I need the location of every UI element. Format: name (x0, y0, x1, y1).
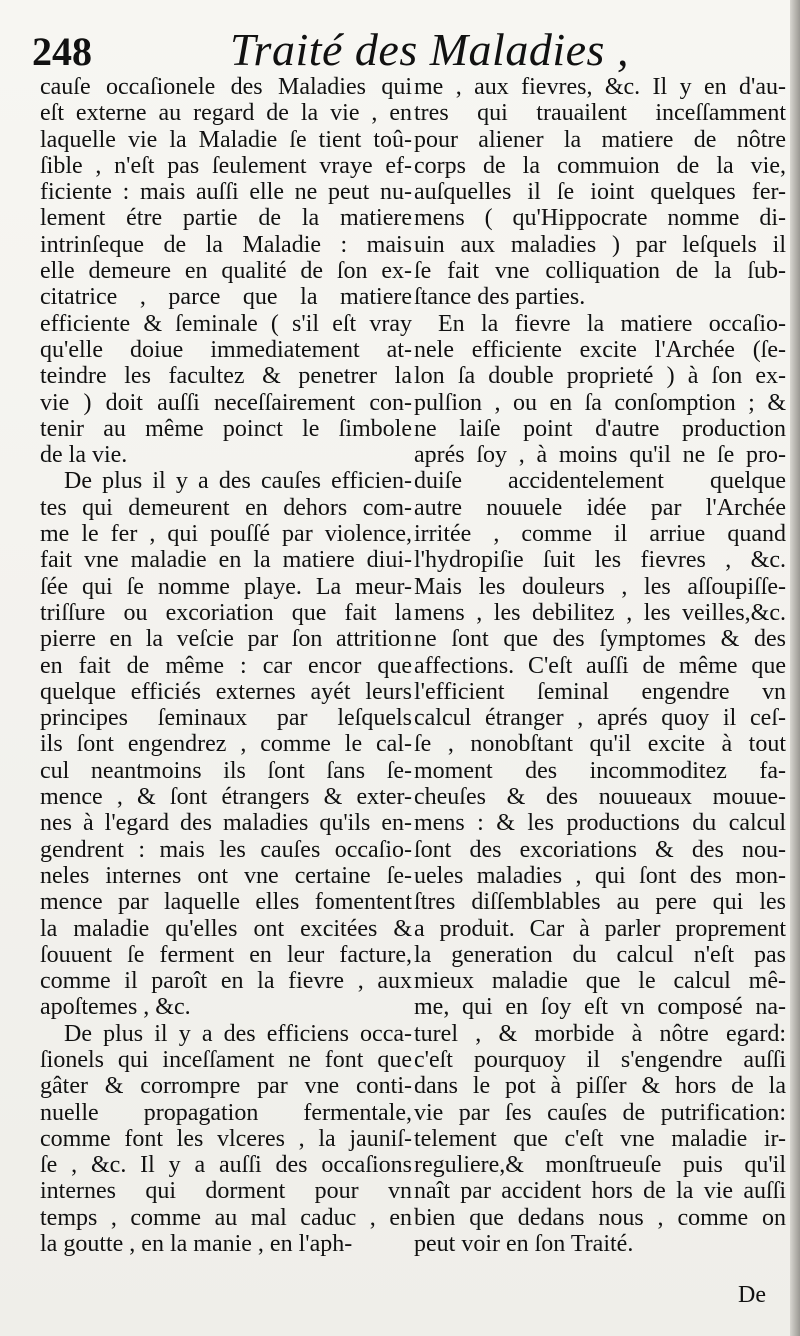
text-line: principes ſeminaux par leſquels (40, 705, 412, 732)
text-line: fait vne maladie en la matiere diui- (40, 547, 412, 574)
text-line: dans le pot à piſſer & hors de la (414, 1073, 786, 1100)
text-line: la generation du calcul n'eſt pas (414, 941, 786, 968)
text-line: a produit. Car à parler proprement (414, 915, 786, 942)
text-line: moment des incommoditez fa- (414, 757, 786, 784)
text-line: tenir au même poinct le ſimbole (40, 415, 412, 442)
text-line: vie ) doit auſſi neceſſairement con- (40, 389, 412, 416)
text-line: pulſion , ou en ſa conſomption ; & (414, 389, 786, 416)
text-line: internes qui dorment pour vn (40, 1178, 412, 1205)
text-line: lement étre partie de la matiere (40, 205, 412, 232)
text-line: ne laiſe point d'autre production (414, 415, 786, 442)
text-line: affections. C'eſt auſſi de même que (414, 652, 786, 679)
text-line: laquelle vie la Maladie ſe tient toû- (40, 126, 412, 153)
text-line: ſtance des parties. (414, 284, 586, 311)
text-line: ne ſont que des ſymptomes & des (414, 626, 786, 653)
text-line: duiſe accidentelement quelque (414, 468, 786, 495)
text-line: tes qui demeurent en dehors com- (40, 494, 412, 521)
text-line: efficiente & ſeminale ( s'il eſt vray (40, 310, 412, 337)
text-line: la maladie qu'elles ont excitées & (40, 915, 412, 942)
text-line: uin aux maladies ) par leſquels il (414, 231, 786, 258)
text-line: de la vie. (40, 442, 128, 469)
text-line: comme il paroît en la fievre , aux (40, 968, 412, 995)
text-line: turel , & morbide à nôtre egard: (414, 1020, 786, 1047)
text-line: irritée , comme il arriue quand (414, 521, 786, 548)
catchword: De (738, 1282, 766, 1308)
text-line: ſouuent ſe ferment en leur facture, (40, 941, 412, 968)
text-line: me, qui en ſoy eſt vn composé na- (414, 994, 786, 1021)
text-line: En la fievre la matiere occaſio- (438, 310, 786, 337)
text-line: gendrent : mais les cauſes occaſio- (40, 836, 412, 863)
text-line: corps de la commuion de la vie, (414, 152, 786, 179)
text-line: reguliere,& monſtrueuſe puis qu'il (414, 1152, 786, 1179)
text-line: teindre les facultez & penetrer la (40, 363, 412, 390)
text-line: citatrice , parce que la matiere (40, 284, 412, 311)
text-line: pierre en la veſcie par ſon attrition (40, 626, 412, 653)
text-line: peut voir en ſon Traité. (414, 1231, 634, 1258)
text-line: gâter & corrompre par vne conti- (40, 1073, 412, 1100)
text-line: ſe fait vne colliquation de la ſub- (414, 258, 786, 285)
text-line: comme font les vlceres , la jauniſ- (40, 1125, 412, 1152)
left-column (40, 74, 412, 1314)
text-line: en fait de même : car encor que (40, 652, 412, 679)
running-head: Traité des Maladies , (230, 24, 629, 75)
text-line: triſſure ou excoriation que fait la (40, 599, 412, 626)
text-line: ſe , &c. Il y a auſſi des occaſions (40, 1152, 412, 1179)
text-line: la goutte , en la manie , en l'aph- (40, 1231, 353, 1258)
text-line: ils ſont engendrez , comme le cal- (40, 731, 412, 758)
text-line: telement que c'eſt vne maladie ir- (414, 1125, 786, 1152)
text-line: me , aux fievres, &c. Il y en d'au- (414, 74, 786, 100)
text-line: De plus il y a des efficiens occa- (64, 1020, 412, 1047)
text-line: ſont des excoriations & des nou- (414, 836, 786, 863)
text-line: mens ( qu'Hippocrate nomme di- (414, 205, 786, 232)
text-line: De plus il y a des cauſes efficien- (64, 468, 412, 495)
text-line: nes à l'egard des maladies qu'ils en- (40, 810, 412, 837)
text-line: apoſtemes , &c. (40, 994, 191, 1021)
text-line: neles internes ont vne certaine ſe- (40, 862, 412, 889)
text-line: Mais les douleurs , les aſſoupiſſe- (414, 573, 786, 600)
text-line: temps , comme au mal caduc , en (40, 1204, 412, 1231)
text-line: qu'elle doiue immediatement at- (40, 336, 412, 363)
text-line: autre nouuele idée par l'Archée (414, 494, 786, 521)
text-line: mens , les debilitez , les veilles,&c. (414, 599, 786, 626)
text-line: ſionels qui inceſſament ne font que (40, 1046, 412, 1073)
text-line: quelque efficiés externes ayét leurs (40, 678, 412, 705)
text-line: l'efficient ſeminal engendre vn (414, 678, 786, 705)
text-line: lon ſa double proprieté ) à ſon ex- (414, 363, 786, 390)
text-line: c'eſt pourquoy il s'engendre auſſi (414, 1046, 786, 1073)
text-line: me le fer , qui pouſſé par violence, (40, 521, 412, 548)
page-number: 248 (32, 29, 92, 74)
text-line: intrinſeque de la Maladie : mais (40, 231, 412, 258)
text-line: bien que dedans nous , comme on (414, 1204, 786, 1231)
text-line: nuelle propagation fermentale, (40, 1099, 412, 1126)
text-line: mieux maladie que le calcul mê- (414, 968, 786, 995)
text-line: ueles maladies , qui ſont des mon- (414, 862, 786, 889)
text-line: naît par accident hors de la vie auſſi (414, 1178, 786, 1205)
text-line: ſée qui ſe nomme playe. La meur- (40, 573, 412, 600)
text-line: calcul étranger , aprés quoy il ceſ- (414, 705, 786, 732)
text-line: mence , & ſont étrangers & exter- (40, 784, 412, 811)
right-column (414, 74, 786, 1314)
text-line: mens : & les productions du calcul (414, 810, 786, 837)
text-line: ſtres diſſemblables au pere qui les (414, 889, 786, 916)
text-line: l'hydropiſie ſuit les fievres , &c. (414, 547, 786, 574)
text-line: ſe , nonobſtant qu'il excite à tout (414, 731, 786, 758)
text-line: ficiente : mais auſſi elle ne peut nu- (40, 179, 412, 206)
text-line: auſquelles il ſe ioint quelques fer- (414, 179, 786, 206)
text-line: ſible , n'eſt pas ſeulement vraye ef- (40, 152, 412, 179)
text-line: cauſe occaſionele des Maladies qui (40, 74, 412, 100)
text-line: nele efficiente excite l'Archée (ſe- (414, 336, 786, 363)
text-line: eſt externe au regard de la vie , en (40, 100, 412, 127)
text-line: aprés ſoy , à moins qu'il ne ſe pro- (414, 442, 786, 469)
text-line: tres qui trauailent inceſſamment (414, 100, 786, 127)
text-line: mence par laquelle elles fomentent (40, 889, 412, 916)
text-line: cheuſes & des nouueaux mouue- (414, 784, 786, 811)
text-line: elle demeure en qualité de ſon ex- (40, 258, 412, 285)
page-edge-shadow (790, 0, 800, 1336)
text-line: cul neantmoins ils ſont ſans ſe- (40, 757, 412, 784)
text-line: vie par ſes cauſes de putrification: (414, 1099, 786, 1126)
text-line: pour aliener la matiere de nôtre (414, 126, 786, 153)
